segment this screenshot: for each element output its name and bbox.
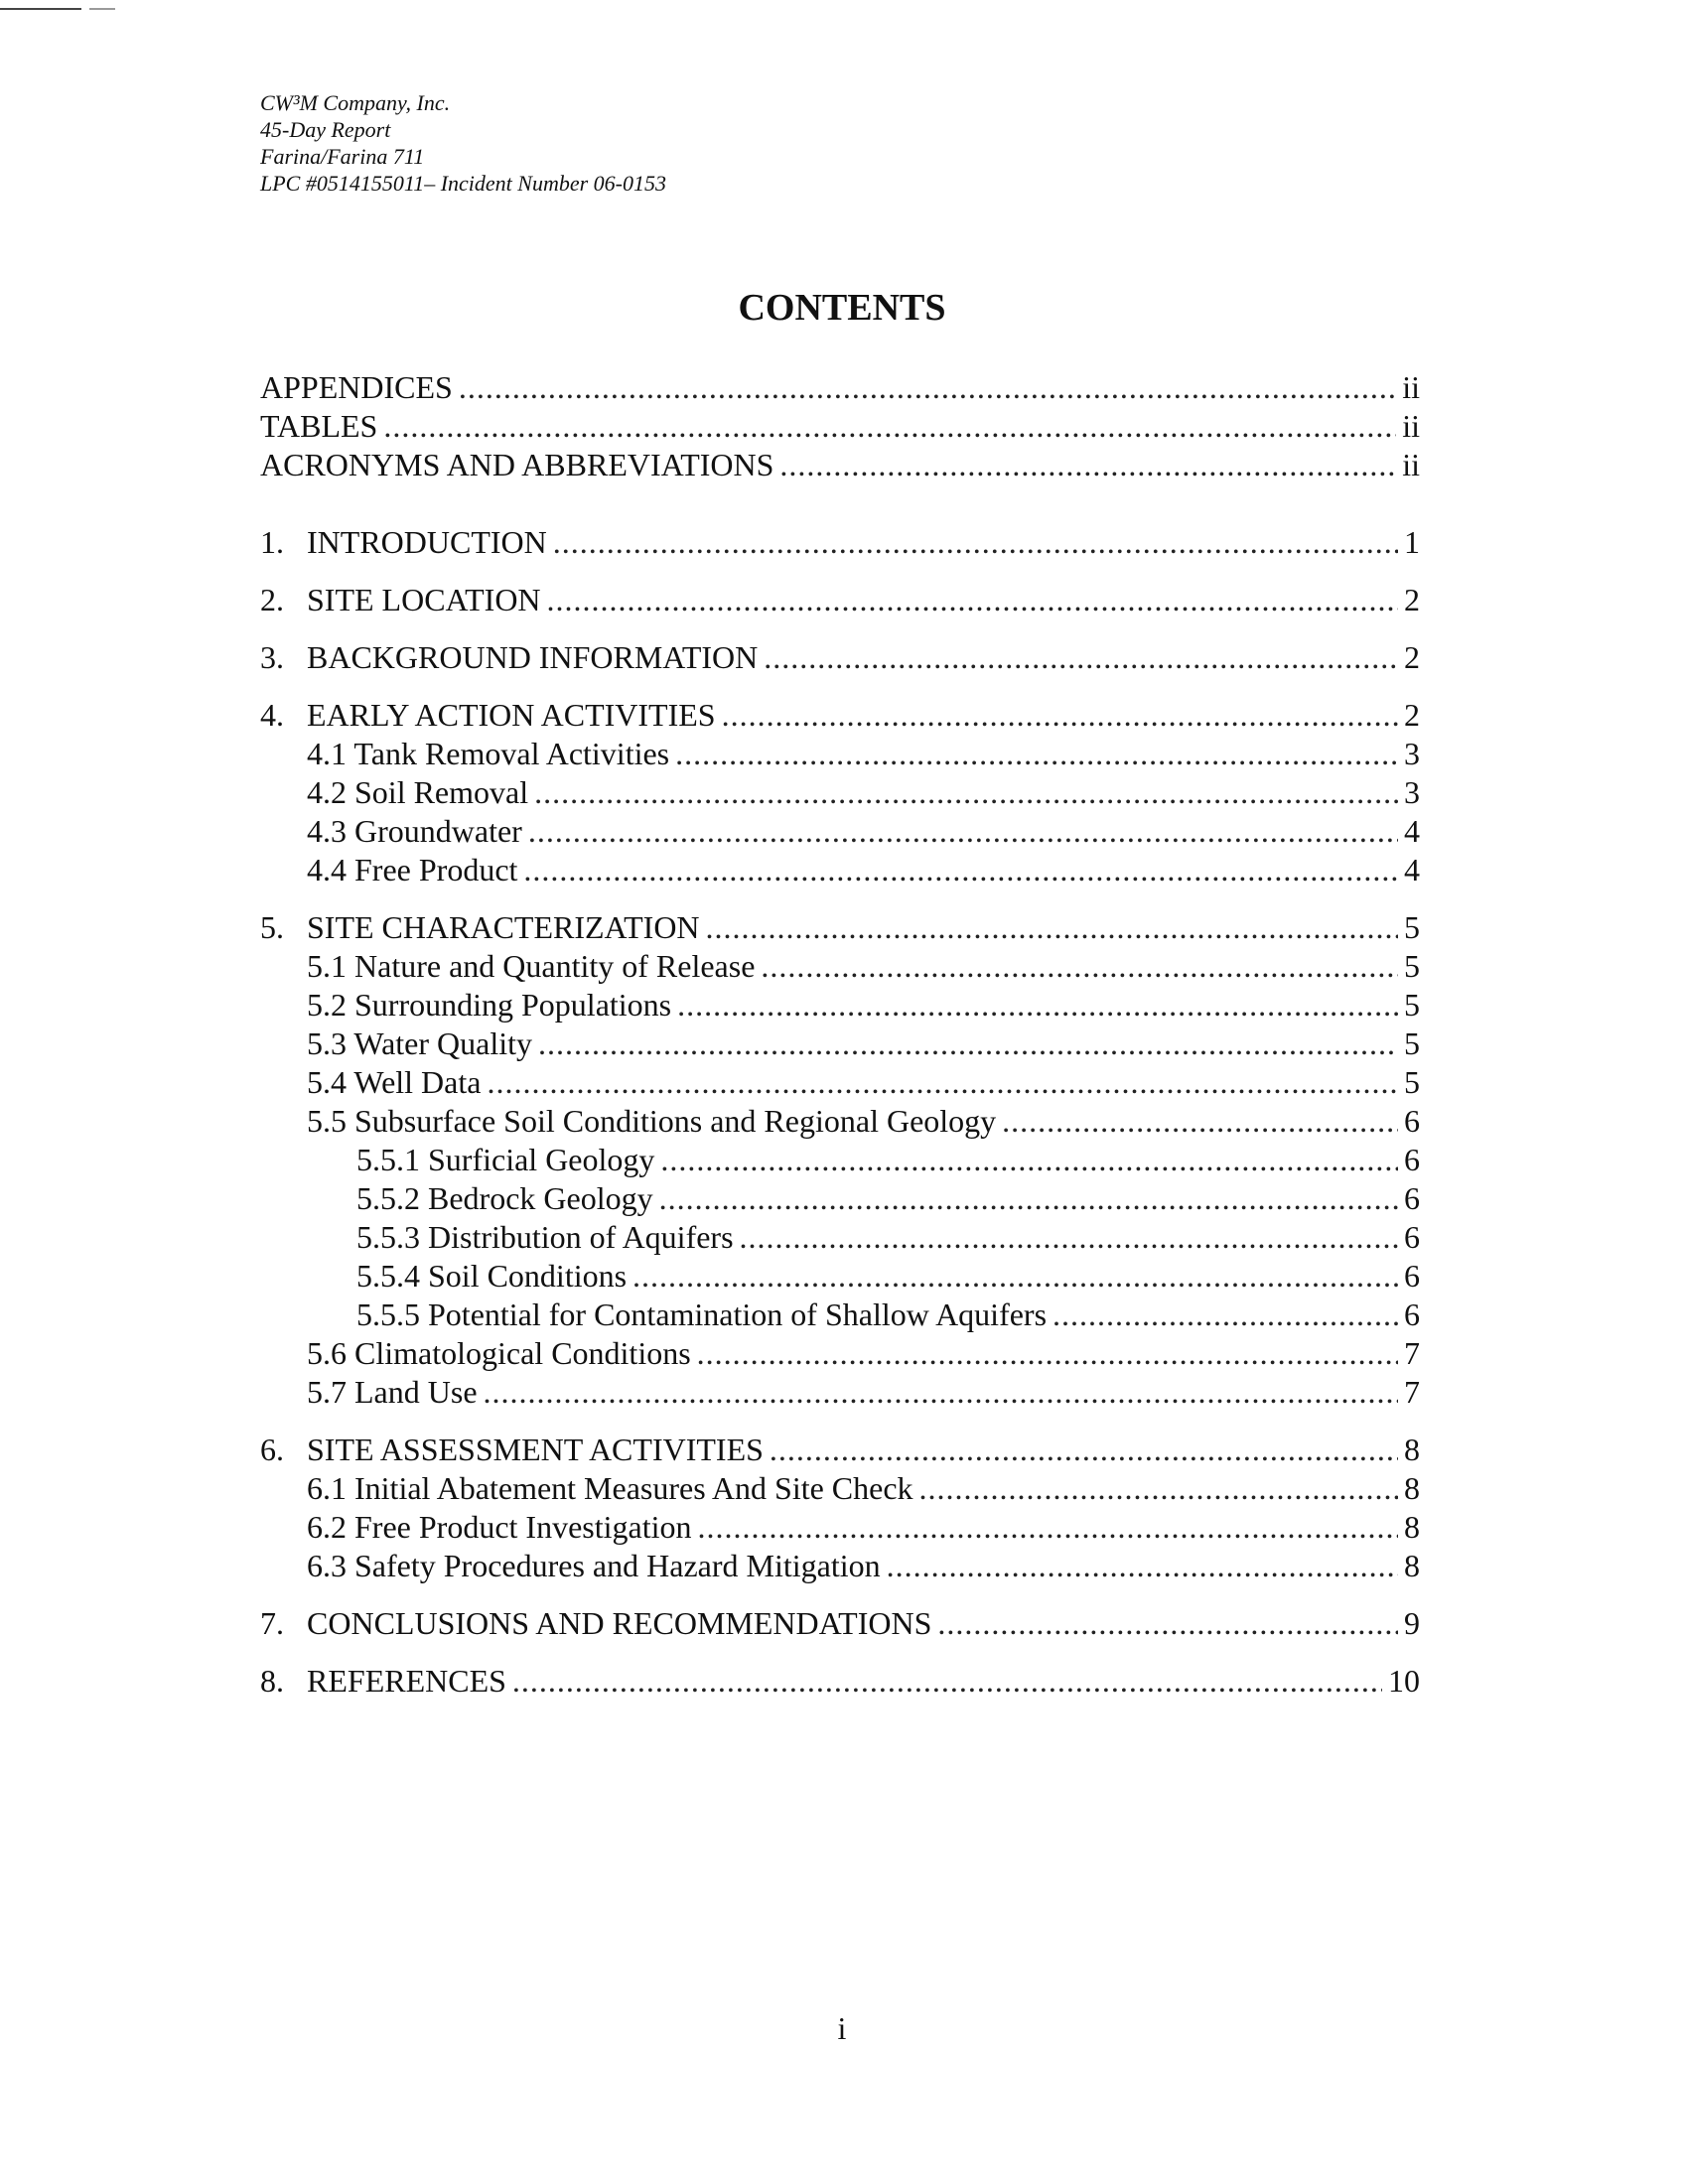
toc-page-number: 6 [1404,1142,1420,1177]
toc-entry-acronyms[interactable] [260,446,1420,484]
dot-leader [538,1024,1398,1063]
toc-page-number: 5 [1404,1064,1420,1100]
dot-leader [528,812,1398,851]
toc-page-number: 8 [1404,1509,1420,1545]
toc-subsection-4-2[interactable] [260,773,1420,812]
toc-page-number: 6 [1404,1297,1420,1332]
toc-entry-label: 6.3 Safety Procedures and Hazard Mitigation [307,1548,881,1583]
toc-entry-label: 4.2 Soil Removal [307,774,529,810]
page-number-footer: i [837,2010,847,2046]
page-title: CONTENTS [738,287,946,329]
dot-leader [779,446,1396,484]
document-header [260,89,666,197]
toc-page-number: ii [1402,369,1420,405]
toc-entry-label: 5.5.1 Surficial Geology [356,1142,655,1177]
dot-leader [770,1431,1398,1469]
toc-entry-label: 5.5 Subsurface Soil Conditions and Regional Geology [307,1103,997,1139]
toc-entry-label: CONCLUSIONS AND RECOMMENDATIONS [307,1605,932,1641]
dot-leader [706,908,1398,947]
toc-entry-label: 5.5.2 Bedrock Geology [356,1180,653,1216]
toc-subsection-5-7[interactable] [260,1373,1420,1412]
dot-leader [722,696,1398,735]
toc-entry-label: BACKGROUND INFORMATION [307,639,759,675]
header-report-type: 45-Day Report [260,117,391,142]
toc-subsection-6-2[interactable] [260,1508,1420,1547]
toc-subsection-5-5-2[interactable] [260,1179,1420,1218]
toc-entry-label: SITE CHARACTERIZATION [307,909,700,945]
toc-subsection-4-3[interactable] [260,812,1420,851]
dot-leader [632,1257,1398,1296]
toc-subsection-5-5-4[interactable] [260,1257,1420,1296]
toc-section-introduction[interactable] [260,523,1420,562]
dot-leader [697,1334,1398,1373]
toc-section-site-location[interactable] [260,581,1420,619]
toc-subsection-6-1[interactable] [260,1469,1420,1508]
toc-section-number: 6. [260,1432,284,1467]
toc-page-number: 7 [1404,1335,1420,1371]
dot-leader [523,851,1398,889]
toc-entry-label: 6.1 Initial Abatement Measures And Site Check [307,1470,913,1506]
toc-subsection-5-3[interactable] [260,1024,1420,1063]
toc-entry-tables[interactable] [260,407,1420,446]
toc-entry-label: 4.4 Free Product [307,852,518,887]
toc-entry-label: 5.7 Land Use [307,1374,478,1410]
toc-page-number: 8 [1404,1432,1420,1467]
toc-page-number: 2 [1404,697,1420,733]
dot-leader [1052,1296,1398,1334]
toc-entry-label: TABLES [260,408,378,444]
toc-entry-label: 5.5.5 Potential for Contamination of Shallow Aquifers [356,1297,1048,1332]
toc-page-number: 5 [1404,987,1420,1023]
toc-section-site-characterization[interactable] [260,908,1420,947]
toc-page-number: 5 [1404,1025,1420,1061]
toc-entry-label: 6.2 Free Product Investigation [307,1509,692,1545]
toc-page-number: 6 [1404,1219,1420,1255]
dot-leader [487,1063,1398,1102]
toc-entry-label: REFERENCES [307,1663,506,1699]
toc-page-number: 5 [1404,909,1420,945]
dot-leader [534,773,1398,812]
toc-page-number: 1 [1404,524,1420,560]
header-site-name: Farina/Farina 711 [260,144,425,169]
toc-entry-label: SITE ASSESSMENT ACTIVITIES [307,1432,764,1467]
header-company: CW³M Company, Inc. [260,90,451,115]
dot-leader [484,1373,1398,1412]
dot-leader [547,581,1398,619]
dot-leader [740,1218,1398,1257]
dot-leader [937,1604,1398,1643]
toc-page-number: 8 [1404,1548,1420,1583]
dot-leader [512,1662,1382,1701]
toc-entry-label: 4.1 Tank Removal Activities [307,736,670,771]
toc-page-number: 6 [1404,1103,1420,1139]
toc-subsection-5-1[interactable] [260,947,1420,986]
toc-entry-label: EARLY ACTION ACTIVITIES [307,697,716,733]
toc-page-number: 4 [1404,813,1420,849]
toc-page-number: 5 [1404,948,1420,984]
dot-leader [660,1141,1398,1179]
toc-entry-label: INTRODUCTION [307,524,547,560]
toc-page-number: 10 [1388,1663,1420,1699]
dot-leader [383,407,1396,446]
dot-leader [919,1469,1398,1508]
toc-subsection-6-3[interactable] [260,1547,1420,1585]
toc-subsection-5-6[interactable] [260,1334,1420,1373]
toc-section-early-action[interactable] [260,696,1420,735]
toc-page-number: 4 [1404,852,1420,887]
toc-section-number: 3. [260,639,284,675]
toc-page-number: 2 [1404,639,1420,675]
toc-entry-label: 5.2 Surrounding Populations [307,987,672,1023]
toc-section-number: 5. [260,909,284,945]
toc-entry-label: APPENDICES [260,369,453,405]
toc-section-number: 8. [260,1663,284,1699]
toc-section-site-assessment[interactable] [260,1431,1420,1469]
dot-leader [659,1179,1398,1218]
toc-page-number: 8 [1404,1470,1420,1506]
dot-leader [761,947,1398,986]
dot-leader [697,1508,1398,1547]
toc-page-number: 9 [1404,1605,1420,1641]
header-incident-number: LPC #0514155011– Incident Number 06-0153 [260,171,667,196]
toc-section-number: 1. [260,524,284,560]
toc-entry-label: ACRONYMS AND ABBREVIATIONS [260,447,774,482]
scan-artifact [0,8,81,10]
toc-page-number: ii [1402,408,1420,444]
dot-leader [675,735,1398,773]
toc-entry-label: 5.5.4 Soil Conditions [356,1258,628,1294]
toc-page-number: 6 [1404,1180,1420,1216]
toc-subsection-4-4[interactable] [260,851,1420,889]
dot-leader [887,1547,1398,1585]
table-of-contents [260,368,1420,1701]
toc-subsection-5-5-5[interactable] [260,1296,1420,1334]
toc-page-number: 6 [1404,1258,1420,1294]
dot-leader [553,523,1398,562]
toc-section-background[interactable] [260,638,1420,677]
toc-entry-label: 5.5.3 Distribution of Aquifers [356,1219,734,1255]
toc-subsection-4-1[interactable] [260,735,1420,773]
toc-entry-appendices[interactable] [260,368,1420,407]
toc-entry-label: SITE LOCATION [307,582,541,617]
toc-page-number: 3 [1404,736,1420,771]
toc-page-number: 2 [1404,582,1420,617]
toc-subsection-5-5[interactable] [260,1102,1420,1141]
toc-section-number: 2. [260,582,284,617]
toc-page-number: 3 [1404,774,1420,810]
toc-entry-label: 5.6 Climatological Conditions [307,1335,691,1371]
dot-leader [764,638,1398,677]
dot-leader [1002,1102,1398,1141]
toc-page-number: ii [1402,447,1420,482]
dot-leader [459,368,1396,407]
toc-page-number: 7 [1404,1374,1420,1410]
toc-entry-label: 5.4 Well Data [307,1064,482,1100]
toc-subsection-5-4[interactable] [260,1063,1420,1102]
toc-entry-label: 4.3 Groundwater [307,813,522,849]
toc-subsection-5-2[interactable] [260,986,1420,1024]
toc-section-references[interactable] [260,1662,1420,1701]
toc-subsection-5-5-3[interactable] [260,1218,1420,1257]
toc-entry-label: 5.1 Nature and Quantity of Release [307,948,756,984]
toc-section-number: 4. [260,697,284,733]
toc-entry-label: 5.3 Water Quality [307,1025,532,1061]
toc-section-number: 7. [260,1605,284,1641]
dot-leader [677,986,1398,1024]
toc-subsection-5-5-1[interactable] [260,1141,1420,1179]
toc-section-conclusions[interactable] [260,1604,1420,1643]
